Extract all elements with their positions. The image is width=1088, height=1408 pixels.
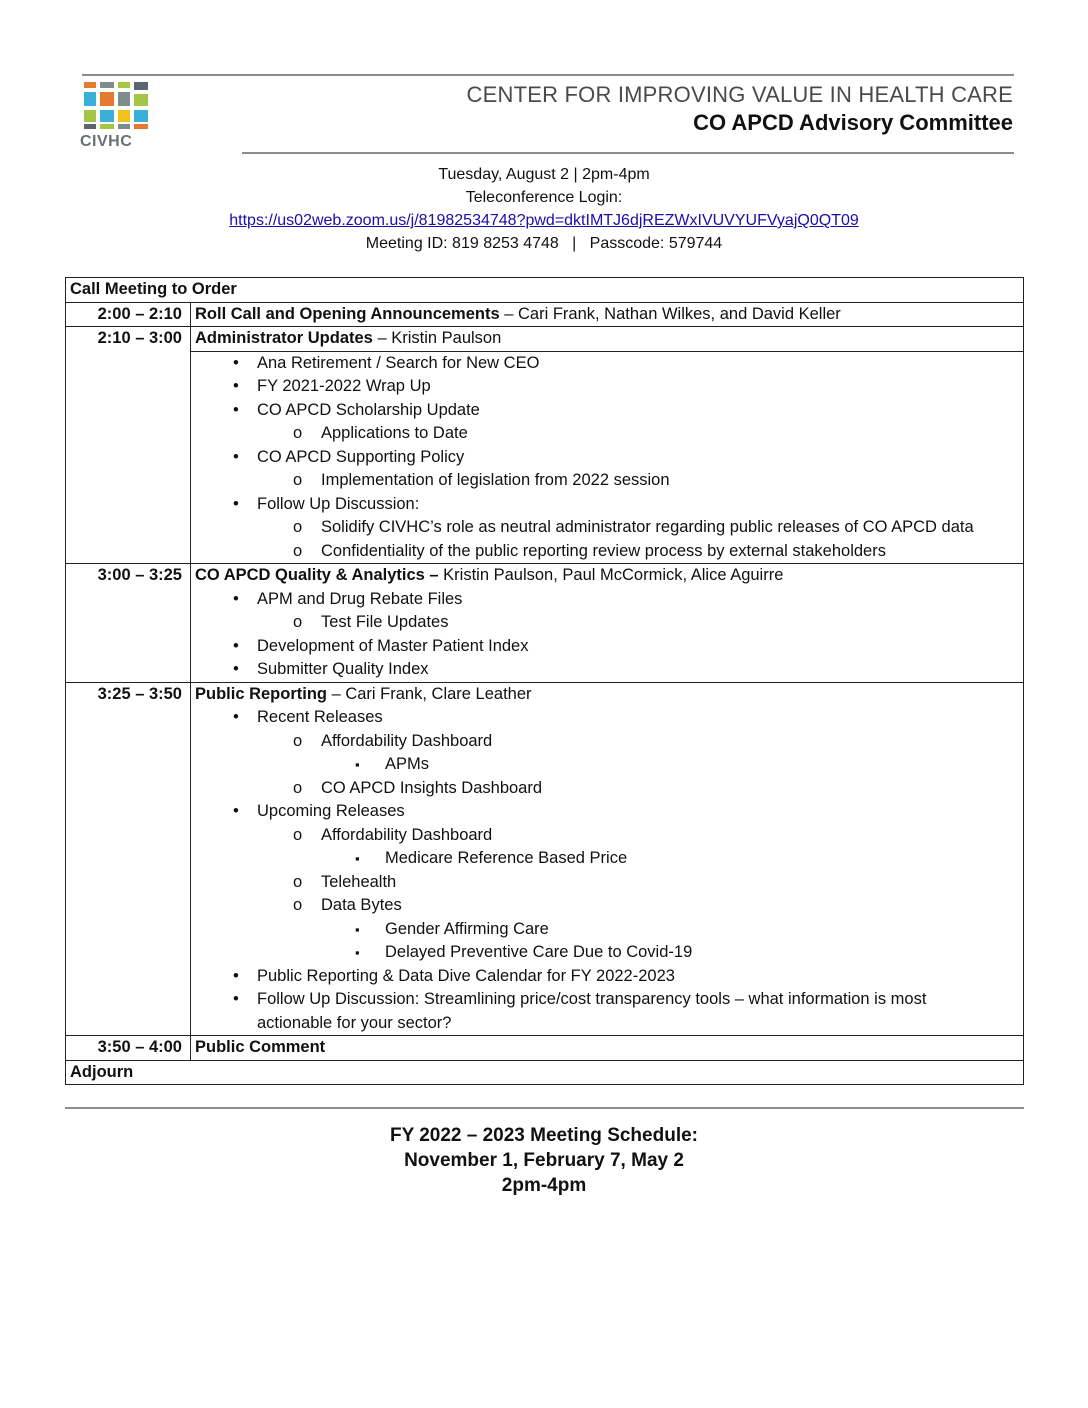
quality-presenters: Kristin Paulson, Paul McCormick, Alice Aguirre [438,566,784,584]
call-to-order: Call Meeting to Order [66,278,1024,303]
schedule-heading: FY 2022 – 2023 Meeting Schedule: [389,1125,698,1146]
schedule-time: 2pm-4pm [501,1175,587,1196]
list-subitem: o Applications to Date [195,422,1019,446]
list-item: • Recent Releases [195,706,1019,730]
logo-wordmark: CIVHC [80,133,133,150]
list-item: • Development of Master Patient Index [195,635,1019,659]
list-subsubitem: ▪ APMs [195,753,1019,777]
list-item: • Submitter Quality Index [195,658,1019,682]
agenda-row-public-reporting [66,682,1024,1036]
public-reporting-cell [191,682,1024,1036]
list-subitem: o Affordability Dashboard [195,730,1019,754]
agenda-row-call-to-order [66,278,1024,303]
adjourn: Adjourn [66,1060,1024,1085]
list-item: • FY 2021-2022 Wrap Up [195,375,1019,399]
list-subsubitem: ▪ Delayed Preventive Care Due to Covid-19 [195,941,1019,965]
meeting-id-passcode: Meeting ID: 819 8253 4748 | Passcode: 579744 [365,235,723,252]
list-item: • CO APCD Supporting Policy [195,446,1019,470]
roll-call-time: 2:00 – 2:10 [66,302,191,327]
admin-presenters: – Kristin Paulson [372,329,502,347]
public-reporting-title: Public Reporting [195,684,327,703]
list-item: • Follow Up Discussion: Streamlining price/cost transparency tools – what information is most actionable for your sector? [195,988,1019,1035]
list-subitem: o Test File Updates [195,611,1019,635]
admin-items [191,351,1024,564]
list-item: • Upcoming Releases [195,800,1019,824]
list-subitem: o Telehealth [195,871,1019,895]
zoom-link[interactable]: https://us02web.zoom.us/j/81982534748?pwd=dktIMTJ6djREZWxIVUVYUFVyajQ0QT09 [229,212,859,229]
admin-time: 2:10 – 3:00 [66,327,191,564]
public-comment-time: 3:50 – 4:00 [66,1036,191,1061]
list-subitem: o Solidify CIVHC’s role as neutral administrator regarding public releases of CO APCD data [195,516,1019,540]
meeting-info [0,163,1088,255]
admin-cell [191,327,1024,352]
header-rule-bottom [242,152,1014,154]
list-subitem: o Affordability Dashboard [195,824,1019,848]
quality-title: CO APCD Quality & Analytics – [195,566,439,584]
agenda-row-adjourn [66,1060,1024,1085]
committee-title: CO APCD Advisory Committee [693,110,1013,135]
agenda-table [65,277,1024,1085]
list-item: • APM and Drug Rebate Files [195,588,1019,612]
footer-rule [65,1107,1024,1109]
list-subitem: o Confidentiality of the public reporting review process by external stakeholders [195,540,1019,564]
list-item: • CO APCD Scholarship Update [195,399,1019,423]
public-reporting-presenters: – Cari Frank, Clare Leather [327,684,532,703]
agenda-row-roll-call [66,302,1024,327]
admin-title: Administrator Updates [195,329,373,347]
list-subsubitem: ▪ Gender Affirming Care [195,918,1019,942]
public-reporting-time: 3:25 – 3:50 [66,682,191,1036]
roll-call-title: Roll Call and Opening Announcements [195,304,500,323]
agenda-row-admin-header [66,327,1024,352]
quality-cell [191,564,1024,683]
list-subsubitem: ▪ Medicare Reference Based Price [195,847,1019,871]
roll-call-cell [191,302,1024,327]
list-item: • Follow Up Discussion: [195,493,1019,517]
meeting-date-time: Tuesday, August 2 | 2pm-4pm [438,166,650,183]
agenda-row-public-comment [66,1036,1024,1061]
teleconference-label: Teleconference Login: [465,189,623,206]
public-comment-title: Public Comment [191,1036,1024,1061]
roll-call-presenters: – Cari Frank, Nathan Wilkes, and David Keller [499,304,841,323]
list-subitem: o Implementation of legislation from 2022 session [195,469,1019,493]
schedule-dates: November 1, February 7, May 2 [404,1150,684,1171]
list-subitem: o Data Bytes [195,894,1019,918]
header-rule-top [82,74,1014,76]
list-item: • Public Reporting & Data Dive Calendar for FY 2022-2023 [195,965,1019,989]
list-item: • Ana Retirement / Search for New CEO [195,352,1019,376]
quality-time: 3:00 – 3:25 [66,564,191,683]
list-subitem: o CO APCD Insights Dashboard [195,777,1019,801]
meeting-schedule [0,1123,1088,1198]
agenda-row-quality [66,564,1024,683]
org-name: CENTER FOR IMPROVING VALUE IN HEALTH CARE [466,82,1013,107]
agenda-row-admin-items [66,351,1024,564]
